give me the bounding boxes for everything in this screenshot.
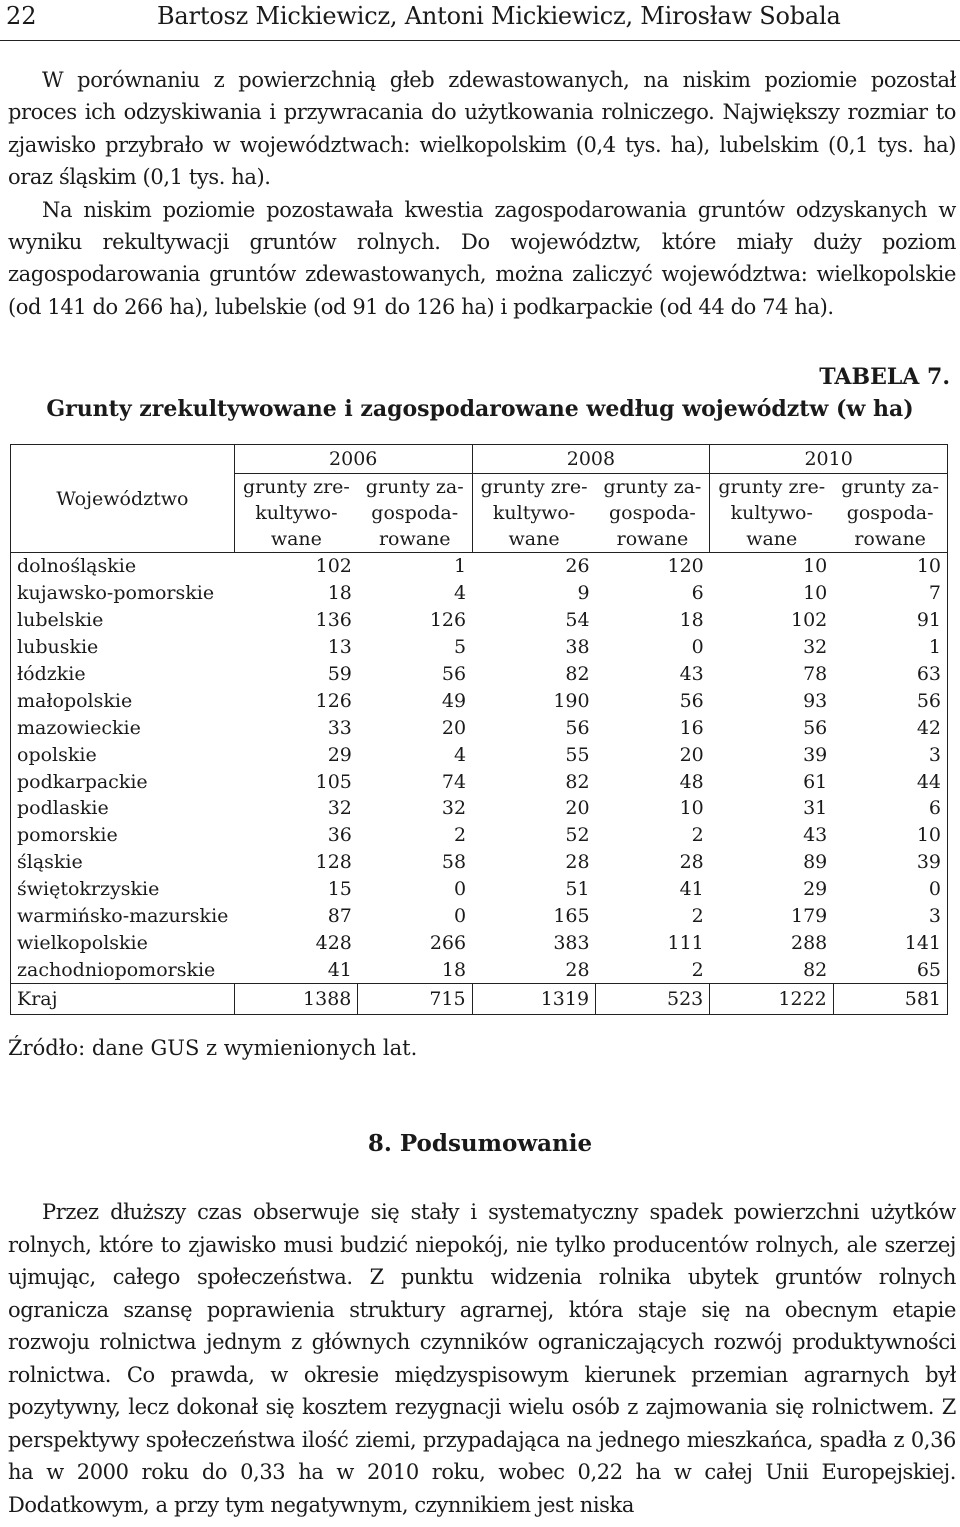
paragraph-3: Przez dłuższy czas obserwuje się stały i systematyczny spadek powierzchni użytków rolnych, które to zjawisko musi budzić niepokój, nie tylko producentów rolnych, ale szerzej ujmując, całego społeczeństwa. Z punktu widzenia rolnika ubytek gruntów rolnych ogranicza szansę poprawienia struktury agrarnej, która staje się na obecnym etapie rozwoju rolnictwa jednym z głównych czynników ograniczających rozwój produktywności rolnictwa. Co prawda, w okresie międzyspisowym kierunek przemian agrarnych był pozytywny, lecz dokonał się kosztem rezygnacji wielu osób z zajmowania się rolnictwem. Z perspektywy społeczeństwa ilość ziemi, przypadająca na jednego mieszkańca, spadła z 0,36 ha w 2000 roku do 0,33 ha w 2010 roku, wobec 0,22 ha w całej Unii Europejskiej. Dodatkowym, a przy tym negatywnym, czynnikiem jest niska <box>8 1200 956 1517</box>
table-cell: 48 <box>679 770 704 793</box>
table-cell: 28 <box>565 958 590 981</box>
table-cell: 89 <box>803 851 828 874</box>
paragraph-2: Na niskim poziomie pozostawała kwestia zagospodarowania gruntów odzyskanych w wyniku rekultywacji gruntów rolnych. Do województw, które miały duży poziom zagospodarowania gruntów zdewastowanych, można zaliczyć województwa: wielkopolskie (od 141 do 266 ha), lubelskie (od 91 do 126 ha) i podkarpackie (od 44 do 74 ha). <box>8 197 956 319</box>
table-cell: 3 <box>833 741 947 768</box>
table-label: TABELA 7. <box>819 364 950 390</box>
column-header-wojewodztwo: Województwo <box>11 445 235 553</box>
table-cell: 15 <box>327 878 352 901</box>
table-row <box>11 876 948 903</box>
column-header-zagospodarowane: grunty za- gospoda- rowane <box>365 476 464 550</box>
table-cell: 33 <box>327 716 352 739</box>
table-title: Grunty zrekultywowane i zagospodarowane według województw (w ha) <box>46 396 914 422</box>
table-cell: 38 <box>565 636 590 659</box>
row-label: małopolskie <box>11 687 235 714</box>
row-label: lubelskie <box>11 607 235 634</box>
row-label: kujawsko-pomorskie <box>11 580 235 607</box>
table-cell: 10 <box>833 822 947 849</box>
table-cell: 56 <box>833 687 947 714</box>
table-cell: 1 <box>358 553 472 580</box>
table-cell: 179 <box>791 905 828 928</box>
total-cell: 1319 <box>472 984 596 1015</box>
table-cell: 2 <box>691 905 704 928</box>
table-cell: 18 <box>679 609 704 632</box>
table-total-row <box>11 984 948 1015</box>
row-label: dolnośląskie <box>11 553 235 580</box>
total-cell: 523 <box>596 984 710 1015</box>
column-header-zagospodarowane: grunty za- gospoda- rowane <box>603 476 702 550</box>
page-number: 22 <box>6 2 37 30</box>
column-header-zagospodarowane: grunty za- gospoda- rowane <box>833 474 947 553</box>
data-table <box>10 444 948 1015</box>
table-cell: 190 <box>553 689 590 712</box>
table-cell: 141 <box>833 929 947 956</box>
table-cell: 20 <box>565 797 590 820</box>
total-cell: 581 <box>833 984 947 1015</box>
table-cell: 126 <box>429 609 467 632</box>
table-row <box>11 768 948 795</box>
total-label: Kraj <box>11 984 235 1015</box>
year-header-2006: 2006 <box>234 445 472 474</box>
table-cell: 63 <box>833 661 947 688</box>
table-row <box>11 741 948 768</box>
table-cell: 10 <box>803 582 828 605</box>
table-cell: 56 <box>441 663 467 685</box>
table-row <box>11 795 948 822</box>
table-cell: 56 <box>679 689 704 712</box>
table-cell: 9 <box>577 582 590 605</box>
row-label: łódzkie <box>11 661 235 688</box>
table-cell: 65 <box>833 956 947 983</box>
table-cell: 1 <box>833 634 947 661</box>
table-cell: 128 <box>315 851 352 874</box>
table-cell: 91 <box>833 607 947 634</box>
row-label: świętokrzyskie <box>11 876 235 903</box>
body-paragraphs-top <box>8 64 956 323</box>
table-row <box>11 607 948 634</box>
table-cell: 7 <box>833 580 947 607</box>
table-row <box>11 661 948 688</box>
table-cell: 2 <box>453 824 467 847</box>
table-source-note: Źródło: dane GUS z wymienionych lat. <box>8 1036 418 1060</box>
table-cell: 383 <box>553 931 590 954</box>
column-header-zrekultywowane: grunty zre- kultywo- wane <box>710 474 834 553</box>
table-cell: 42 <box>833 714 947 741</box>
table-cell: 39 <box>803 743 828 766</box>
table-cell: 56 <box>565 716 590 739</box>
table-cell: 55 <box>565 743 590 766</box>
table-cell: 82 <box>565 663 590 685</box>
table-row <box>11 580 948 607</box>
table-cell: 4 <box>453 582 467 605</box>
table-row <box>11 849 948 876</box>
table-cell: 18 <box>327 582 352 605</box>
table-row <box>11 687 948 714</box>
table-cell: 58 <box>441 851 467 874</box>
row-label: śląskie <box>11 849 235 876</box>
table-row <box>11 956 948 983</box>
table-cell: 4 <box>453 743 467 766</box>
table-row <box>11 634 948 661</box>
year-header-2010: 2010 <box>710 445 948 474</box>
table-cell: 0 <box>453 905 467 928</box>
table-row <box>11 903 948 930</box>
table-cell: 288 <box>791 931 828 954</box>
table-cell: 111 <box>667 931 704 954</box>
table-cell: 82 <box>803 958 828 981</box>
table-cell: 59 <box>327 663 352 685</box>
table-row <box>11 714 948 741</box>
table-cell: 0 <box>453 878 467 901</box>
table-cell: 20 <box>679 743 704 766</box>
table-cell: 31 <box>803 797 828 820</box>
row-label: podlaskie <box>11 795 235 822</box>
row-label: pomorskie <box>11 822 235 849</box>
table-cell: 78 <box>803 663 828 685</box>
table-cell: 165 <box>553 905 590 928</box>
paragraph-1: W porównaniu z powierzchnią głeb zdewastowanych, na niskim poziomie pozostał proces ich odzyskiwania i przywracania do użytkowania rolniczego. Największy rozmiar to zjawisko przybrało w województwach: wielkopolskim (0,4 tys. ha), lubelskim (0,1 tys. ha) oraz śląskim (0,1 tys. ha). <box>8 68 956 190</box>
table-cell: 120 <box>596 553 710 580</box>
table-cell: 82 <box>565 770 590 793</box>
table-cell: 10 <box>679 797 704 820</box>
table-cell: 126 <box>315 689 352 712</box>
table-cell: 44 <box>833 768 947 795</box>
table-cell: 102 <box>791 609 828 632</box>
row-label: warmińsko-mazurskie <box>11 903 235 930</box>
table-cell: 29 <box>803 878 828 901</box>
table-cell: 13 <box>327 636 352 659</box>
table-cell: 61 <box>803 770 828 793</box>
year-header-2008: 2008 <box>472 445 710 474</box>
table-cell: 10 <box>833 553 947 580</box>
table-cell: 16 <box>679 716 704 739</box>
table-body <box>11 553 948 1015</box>
row-label: opolskie <box>11 741 235 768</box>
table-cell: 428 <box>315 931 352 954</box>
table-cell: 6 <box>833 795 947 822</box>
table-cell: 10 <box>710 553 834 580</box>
row-label: zachodniopomorskie <box>11 956 235 983</box>
table-cell: 43 <box>803 824 828 847</box>
table-cell: 52 <box>565 824 590 847</box>
column-header-zrekultywowane: grunty zre- kultywo- wane <box>472 474 596 553</box>
total-cell: 1222 <box>710 984 834 1015</box>
table-row <box>11 822 948 849</box>
page-header <box>0 0 960 41</box>
table-row <box>11 553 948 580</box>
table-cell: 39 <box>833 849 947 876</box>
row-label: wielkopolskie <box>11 929 235 956</box>
body-paragraphs-bottom <box>8 1196 956 1521</box>
table-cell: 0 <box>691 636 704 659</box>
row-label: podkarpackie <box>11 768 235 795</box>
table-cell: 43 <box>679 663 704 685</box>
table-cell: 6 <box>691 582 704 605</box>
table-cell: 41 <box>327 958 352 981</box>
table-cell: 54 <box>565 609 590 632</box>
table-cell: 266 <box>429 931 467 954</box>
table-cell: 41 <box>679 878 704 901</box>
table-cell: 56 <box>803 716 828 739</box>
table-cell: 18 <box>441 958 467 981</box>
table-cell: 3 <box>833 903 947 930</box>
table-cell: 105 <box>315 770 352 793</box>
total-cell: 715 <box>358 984 472 1015</box>
table-cell: 93 <box>803 689 828 712</box>
table-cell: 28 <box>679 851 704 874</box>
total-cell: 1388 <box>234 984 358 1015</box>
table-cell: 74 <box>441 770 467 793</box>
table-cell: 32 <box>441 797 467 820</box>
running-head-authors: Bartosz Mickiewicz, Antoni Mickiewicz, Mirosław Sobala <box>157 2 841 30</box>
table-cell: 26 <box>472 553 596 580</box>
table-cell: 29 <box>327 743 352 766</box>
table-cell: 5 <box>453 636 467 659</box>
table-cell: 0 <box>833 876 947 903</box>
section-heading: 8. Podsumowanie <box>367 1130 593 1157</box>
table-cell: 102 <box>234 553 358 580</box>
table-cell: 28 <box>565 851 590 874</box>
table-cell: 32 <box>327 797 352 820</box>
table-cell: 136 <box>315 609 352 632</box>
table-cell: 2 <box>691 824 704 847</box>
table-cell: 51 <box>565 878 590 901</box>
table-cell: 20 <box>441 716 467 739</box>
row-label: lubuskie <box>11 634 235 661</box>
column-header-zrekultywowane: grunty zre- kultywo- wane <box>234 474 358 553</box>
row-label: mazowieckie <box>11 714 235 741</box>
table-cell: 2 <box>691 958 704 981</box>
table-cell: 36 <box>327 824 352 847</box>
table-cell: 49 <box>441 689 467 712</box>
table-row <box>11 929 948 956</box>
table-cell: 32 <box>803 636 828 659</box>
table-cell: 87 <box>327 905 352 928</box>
